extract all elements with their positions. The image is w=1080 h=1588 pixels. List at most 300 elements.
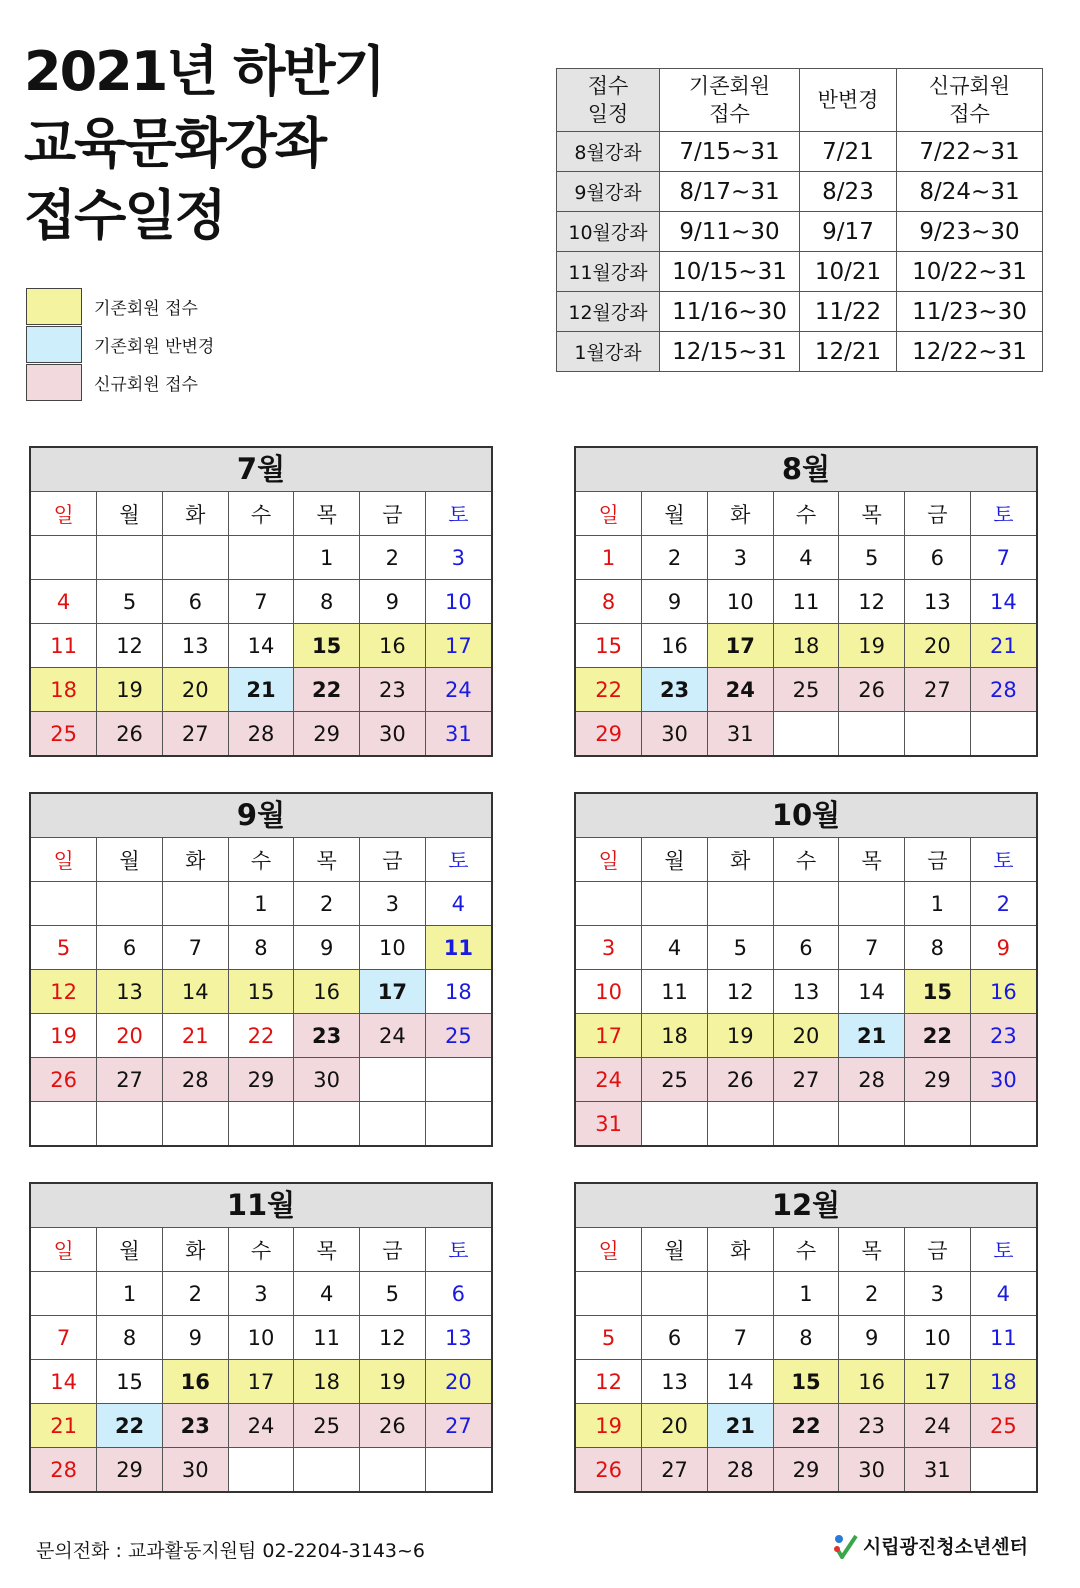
- schedule-header: 반변경: [800, 69, 897, 132]
- calendar-day: [162, 536, 228, 580]
- calendar-day: 18: [425, 970, 491, 1014]
- calendar-day: 5: [707, 926, 773, 970]
- calendar-day: 1: [294, 536, 360, 580]
- weekday-header: 금: [905, 838, 971, 882]
- calendar-day: 17: [707, 624, 773, 668]
- weekday-header: 토: [425, 838, 491, 882]
- schedule-cell: 12/21: [800, 332, 897, 372]
- calendar-day: 5: [576, 1316, 642, 1360]
- calendar-day: 8: [905, 926, 971, 970]
- calendar-day: 31: [905, 1448, 971, 1492]
- calendar-day: 25: [773, 668, 839, 712]
- calendar-day: 19: [576, 1404, 642, 1448]
- calendar-day: 28: [31, 1448, 97, 1492]
- calendar-day: [642, 1102, 708, 1146]
- weekday-header: 월: [642, 1228, 708, 1272]
- weekday-header: 수: [228, 492, 294, 536]
- calendar-day: 13: [905, 580, 971, 624]
- calendar-day: [228, 1448, 294, 1492]
- page-title: [24, 36, 384, 252]
- schedule-row: [557, 292, 1043, 332]
- schedule-course-label: 8월강좌: [557, 132, 660, 172]
- weekday-header: 토: [970, 838, 1036, 882]
- calendar-day: 11: [642, 970, 708, 1014]
- calendar-day: [97, 882, 163, 926]
- calendar-day: [576, 1272, 642, 1316]
- calendar-day: 10: [425, 580, 491, 624]
- calendar-day: 24: [228, 1404, 294, 1448]
- weekday-header: 월: [642, 492, 708, 536]
- calendar-day: 20: [773, 1014, 839, 1058]
- calendar-day: 7: [162, 926, 228, 970]
- calendar-day: 11: [425, 926, 491, 970]
- logo-icon: [833, 1533, 859, 1559]
- calendar-day: 8: [773, 1316, 839, 1360]
- weekday-header: 월: [97, 838, 163, 882]
- calendar-day: 3: [425, 536, 491, 580]
- calendar-day: 22: [97, 1404, 163, 1448]
- calendar-day: 2: [970, 882, 1036, 926]
- schedule-cell: 9/17: [800, 212, 897, 252]
- calendar-day: [707, 1272, 773, 1316]
- weekday-header: 수: [773, 1228, 839, 1272]
- schedule-cell: 10/15~31: [660, 252, 800, 292]
- calendar-day: 6: [905, 536, 971, 580]
- weekday-header: 화: [162, 492, 228, 536]
- calendar-day: 10: [905, 1316, 971, 1360]
- calendar-day: 4: [642, 926, 708, 970]
- schedule-cell: 7/22~31: [897, 132, 1043, 172]
- schedule-course-label: 1월강좌: [557, 332, 660, 372]
- legend-label: 기존회원 접수: [94, 298, 198, 319]
- schedule-cell: 8/23: [800, 172, 897, 212]
- calendar-day: 6: [97, 926, 163, 970]
- title-line-2: 교육문화강좌: [24, 112, 325, 175]
- weekday-header: 금: [360, 1228, 426, 1272]
- schedule-row: [557, 332, 1043, 372]
- calendar-day: 7: [228, 580, 294, 624]
- month-title: 11월: [31, 1184, 491, 1228]
- calendar-day: 16: [642, 624, 708, 668]
- calendar-day: 17: [425, 624, 491, 668]
- calendar-day: [425, 1448, 491, 1492]
- calendar-month: [29, 1182, 493, 1493]
- calendar-day: 24: [576, 1058, 642, 1102]
- calendar-day: 13: [162, 624, 228, 668]
- schedule-cell: 10/22~31: [897, 252, 1043, 292]
- calendar-day: 26: [839, 668, 905, 712]
- weekday-header: 일: [31, 492, 97, 536]
- calendar-day: 11: [294, 1316, 360, 1360]
- calendar-day: 13: [97, 970, 163, 1014]
- calendar-day: 26: [31, 1058, 97, 1102]
- calendar-day: 9: [970, 926, 1036, 970]
- calendar-day: 1: [97, 1272, 163, 1316]
- calendar-day: 25: [425, 1014, 491, 1058]
- month-title: 10월: [576, 794, 1036, 838]
- weekday-header: 목: [839, 492, 905, 536]
- calendar-day: [970, 712, 1036, 756]
- weekday-header: 수: [773, 838, 839, 882]
- title-line-3: 접수일정: [24, 184, 225, 247]
- legend-item: [26, 325, 214, 363]
- weekday-header: 수: [228, 1228, 294, 1272]
- legend-label: 신규회원 접수: [94, 374, 198, 395]
- calendar-day: [228, 1102, 294, 1146]
- calendar-day: 18: [773, 624, 839, 668]
- calendar-day: [294, 1448, 360, 1492]
- calendar-day: [425, 1102, 491, 1146]
- weekday-header: 토: [970, 492, 1036, 536]
- calendar-day: [642, 882, 708, 926]
- calendar-day: 21: [839, 1014, 905, 1058]
- calendar-day: 21: [31, 1404, 97, 1448]
- schedule-row: [557, 212, 1043, 252]
- calendar-day: 22: [294, 668, 360, 712]
- calendar-day: [360, 1102, 426, 1146]
- calendar-day: 21: [162, 1014, 228, 1058]
- calendar-day: 25: [970, 1404, 1036, 1448]
- calendar-day: 8: [228, 926, 294, 970]
- calendar-day: 12: [31, 970, 97, 1014]
- schedule-cell: 11/23~30: [897, 292, 1043, 332]
- calendar-day: 18: [31, 668, 97, 712]
- calendar-day: 15: [228, 970, 294, 1014]
- schedule-cell: 8/24~31: [897, 172, 1043, 212]
- calendar-day: [707, 882, 773, 926]
- calendar-day: 16: [360, 624, 426, 668]
- schedule-cell: 10/21: [800, 252, 897, 292]
- calendar-day: 27: [773, 1058, 839, 1102]
- calendar-day: 1: [773, 1272, 839, 1316]
- weekday-header: 금: [360, 492, 426, 536]
- schedule-cell: 9/23~30: [897, 212, 1043, 252]
- calendar-day: 9: [294, 926, 360, 970]
- calendar-day: [642, 1272, 708, 1316]
- calendar-day: 15: [294, 624, 360, 668]
- calendar-day: 12: [97, 624, 163, 668]
- calendar-day: 4: [31, 580, 97, 624]
- calendar-day: 3: [228, 1272, 294, 1316]
- calendar-day: 3: [905, 1272, 971, 1316]
- weekday-header: 목: [839, 838, 905, 882]
- calendar-day: 10: [707, 580, 773, 624]
- weekday-header: 수: [228, 838, 294, 882]
- weekday-header: 일: [576, 492, 642, 536]
- calendar-month: [574, 1182, 1038, 1493]
- schedule-course-label: 10월강좌: [557, 212, 660, 252]
- legend-label: 기존회원 반변경: [94, 336, 215, 357]
- calendar-day: 22: [228, 1014, 294, 1058]
- calendar-day: 20: [905, 624, 971, 668]
- calendar-day: 27: [642, 1448, 708, 1492]
- calendar-day: [773, 882, 839, 926]
- calendar-day: 22: [905, 1014, 971, 1058]
- schedule-cell: 7/21: [800, 132, 897, 172]
- legend: [26, 287, 214, 401]
- weekday-header: 월: [642, 838, 708, 882]
- calendar-day: 23: [970, 1014, 1036, 1058]
- calendar-day: 10: [360, 926, 426, 970]
- calendar-day: 27: [905, 668, 971, 712]
- calendar-day: 23: [162, 1404, 228, 1448]
- calendar-month: [29, 446, 493, 757]
- calendar-day: 31: [707, 712, 773, 756]
- calendar-day: 11: [773, 580, 839, 624]
- calendar-day: 7: [839, 926, 905, 970]
- calendar-day: 2: [839, 1272, 905, 1316]
- calendar-day: 11: [31, 624, 97, 668]
- calendar-day: 26: [97, 712, 163, 756]
- calendar-day: 30: [294, 1058, 360, 1102]
- calendar-day: 24: [360, 1014, 426, 1058]
- calendar-day: [31, 536, 97, 580]
- calendar-day: 29: [773, 1448, 839, 1492]
- calendar-day: 28: [839, 1058, 905, 1102]
- calendar-day: 30: [162, 1448, 228, 1492]
- weekday-header: 토: [425, 1228, 491, 1272]
- calendar-day: 24: [905, 1404, 971, 1448]
- calendar-day: 16: [294, 970, 360, 1014]
- calendar-day: 28: [707, 1448, 773, 1492]
- calendar-day: 28: [970, 668, 1036, 712]
- calendar-day: 1: [905, 882, 971, 926]
- calendar-day: 25: [294, 1404, 360, 1448]
- calendar-day: [773, 1102, 839, 1146]
- calendar-day: 19: [31, 1014, 97, 1058]
- schedule-cell: 12/15~31: [660, 332, 800, 372]
- calendar-day: 19: [360, 1360, 426, 1404]
- calendar-day: 27: [425, 1404, 491, 1448]
- calendar-day: [228, 536, 294, 580]
- calendar-day: 12: [576, 1360, 642, 1404]
- calendar-day: 4: [970, 1272, 1036, 1316]
- calendar-day: 9: [839, 1316, 905, 1360]
- calendar-day: [31, 1272, 97, 1316]
- calendar-day: 23: [294, 1014, 360, 1058]
- calendar-day: 14: [228, 624, 294, 668]
- weekday-header: 목: [839, 1228, 905, 1272]
- calendar-day: 31: [425, 712, 491, 756]
- calendar-day: [905, 1102, 971, 1146]
- calendar-day: 14: [31, 1360, 97, 1404]
- calendar-day: 6: [773, 926, 839, 970]
- weekday-header: 수: [773, 492, 839, 536]
- calendar-day: 29: [97, 1448, 163, 1492]
- calendar-day: [294, 1102, 360, 1146]
- calendar-day: [425, 1058, 491, 1102]
- calendar-day: 8: [97, 1316, 163, 1360]
- calendar-month: [574, 792, 1038, 1147]
- calendar-day: [360, 1058, 426, 1102]
- calendar-day: [31, 1102, 97, 1146]
- calendar-day: 8: [576, 580, 642, 624]
- schedule-header: 접수 일정: [557, 69, 660, 132]
- calendar-day: [707, 1102, 773, 1146]
- calendar-day: 8: [294, 580, 360, 624]
- calendar-day: 24: [707, 668, 773, 712]
- calendar-day: 7: [31, 1316, 97, 1360]
- weekday-header: 목: [294, 838, 360, 882]
- calendar-day: 29: [294, 712, 360, 756]
- calendar-day: [839, 1102, 905, 1146]
- weekday-header: 화: [162, 1228, 228, 1272]
- calendar-day: 16: [970, 970, 1036, 1014]
- weekday-header: 화: [707, 1228, 773, 1272]
- schedule-cell: 11/22: [800, 292, 897, 332]
- calendar-day: 12: [707, 970, 773, 1014]
- schedule-table: [556, 68, 1043, 372]
- calendar-month: [574, 446, 1038, 757]
- schedule-cell: 12/22~31: [897, 332, 1043, 372]
- month-title: 12월: [576, 1184, 1036, 1228]
- calendar-day: 19: [839, 624, 905, 668]
- calendar-day: 13: [773, 970, 839, 1014]
- weekday-header: 금: [360, 838, 426, 882]
- weekday-header: 화: [707, 492, 773, 536]
- calendar-day: 3: [360, 882, 426, 926]
- legend-item: [26, 287, 214, 325]
- calendar-day: 15: [576, 624, 642, 668]
- calendar-day: 30: [642, 712, 708, 756]
- calendar-day: 30: [360, 712, 426, 756]
- weekday-header: 토: [425, 492, 491, 536]
- calendar-day: 10: [228, 1316, 294, 1360]
- calendar-day: [97, 1102, 163, 1146]
- calendar-day: 25: [31, 712, 97, 756]
- schedule-header: 기존회원 접수: [660, 69, 800, 132]
- calendar-day: 5: [31, 926, 97, 970]
- calendar-day: 5: [360, 1272, 426, 1316]
- calendar-day: 17: [228, 1360, 294, 1404]
- calendar-day: 1: [576, 536, 642, 580]
- calendar-day: 2: [642, 536, 708, 580]
- weekday-header: 토: [970, 1228, 1036, 1272]
- calendar-day: 15: [97, 1360, 163, 1404]
- calendar-day: 17: [905, 1360, 971, 1404]
- calendar-day: [360, 1448, 426, 1492]
- calendar-day: 30: [970, 1058, 1036, 1102]
- legend-item: [26, 363, 214, 401]
- calendar-day: 4: [294, 1272, 360, 1316]
- calendar-day: 17: [360, 970, 426, 1014]
- legend-swatch-pink: [26, 364, 82, 401]
- center-logo: [833, 1532, 1028, 1559]
- calendar-day: 17: [576, 1014, 642, 1058]
- calendar-day: 23: [360, 668, 426, 712]
- schedule-course-label: 11월강좌: [557, 252, 660, 292]
- calendar-day: 9: [162, 1316, 228, 1360]
- calendar-day: 10: [576, 970, 642, 1014]
- calendar-day: [839, 882, 905, 926]
- title-line-1: 2021년 하반기: [24, 40, 384, 103]
- calendar-day: 20: [97, 1014, 163, 1058]
- calendar-day: 27: [162, 712, 228, 756]
- weekday-header: 일: [576, 1228, 642, 1272]
- calendar-day: 21: [970, 624, 1036, 668]
- calendar-day: 14: [839, 970, 905, 1014]
- calendar-day: 14: [162, 970, 228, 1014]
- calendar-day: 4: [773, 536, 839, 580]
- weekday-header: 월: [97, 1228, 163, 1272]
- schedule-cell: 8/17~31: [660, 172, 800, 212]
- weekday-header: 목: [294, 1228, 360, 1272]
- calendar-day: 6: [642, 1316, 708, 1360]
- calendar-day: [970, 1448, 1036, 1492]
- schedule-cell: 11/16~30: [660, 292, 800, 332]
- schedule-row: [557, 172, 1043, 212]
- schedule-cell: 9/11~30: [660, 212, 800, 252]
- calendar-day: 12: [839, 580, 905, 624]
- calendar-day: 22: [576, 668, 642, 712]
- calendar-day: 3: [707, 536, 773, 580]
- calendar-day: 18: [642, 1014, 708, 1058]
- schedule-cell: 7/15~31: [660, 132, 800, 172]
- weekday-header: 일: [31, 1228, 97, 1272]
- calendar-day: 27: [97, 1058, 163, 1102]
- calendar-day: 25: [642, 1058, 708, 1102]
- calendar-day: [31, 882, 97, 926]
- weekday-header: 화: [162, 838, 228, 882]
- calendar-day: [905, 712, 971, 756]
- calendar-day: 2: [294, 882, 360, 926]
- calendar-day: 20: [162, 668, 228, 712]
- calendar-day: 6: [425, 1272, 491, 1316]
- calendar-day: 15: [905, 970, 971, 1014]
- calendar-day: 1: [228, 882, 294, 926]
- legend-swatch-yellow: [26, 288, 82, 325]
- weekday-header: 목: [294, 492, 360, 536]
- calendar-day: 30: [839, 1448, 905, 1492]
- month-title: 9월: [31, 794, 491, 838]
- weekday-header: 화: [707, 838, 773, 882]
- calendar-day: 21: [707, 1404, 773, 1448]
- calendar-day: 28: [162, 1058, 228, 1102]
- calendar-day: 20: [425, 1360, 491, 1404]
- calendar-day: 24: [425, 668, 491, 712]
- month-title: 7월: [31, 448, 491, 492]
- legend-swatch-blue: [26, 326, 82, 363]
- calendar-day: 23: [642, 668, 708, 712]
- calendar-day: 26: [360, 1404, 426, 1448]
- schedule-course-label: 9월강좌: [557, 172, 660, 212]
- weekday-header: 월: [97, 492, 163, 536]
- calendar-day: 19: [97, 668, 163, 712]
- calendar-day: 26: [576, 1448, 642, 1492]
- calendar-day: 9: [360, 580, 426, 624]
- calendar-day: [576, 882, 642, 926]
- schedule-course-label: 12월강좌: [557, 292, 660, 332]
- calendar-day: 2: [162, 1272, 228, 1316]
- calendar-day: 5: [839, 536, 905, 580]
- calendar-day: 11: [970, 1316, 1036, 1360]
- calendar-day: 2: [360, 536, 426, 580]
- schedule-row: [557, 132, 1043, 172]
- calendar-day: 16: [162, 1360, 228, 1404]
- calendar-day: 21: [228, 668, 294, 712]
- schedule-row: [557, 252, 1043, 292]
- weekday-header: 일: [576, 838, 642, 882]
- calendar-day: 20: [642, 1404, 708, 1448]
- weekday-header: 금: [905, 492, 971, 536]
- weekday-header: 금: [905, 1228, 971, 1272]
- calendar-day: 18: [970, 1360, 1036, 1404]
- calendar-day: 31: [576, 1102, 642, 1146]
- calendar-day: 28: [228, 712, 294, 756]
- calendar-day: 23: [839, 1404, 905, 1448]
- calendar-day: 15: [773, 1360, 839, 1404]
- calendar-day: 26: [707, 1058, 773, 1102]
